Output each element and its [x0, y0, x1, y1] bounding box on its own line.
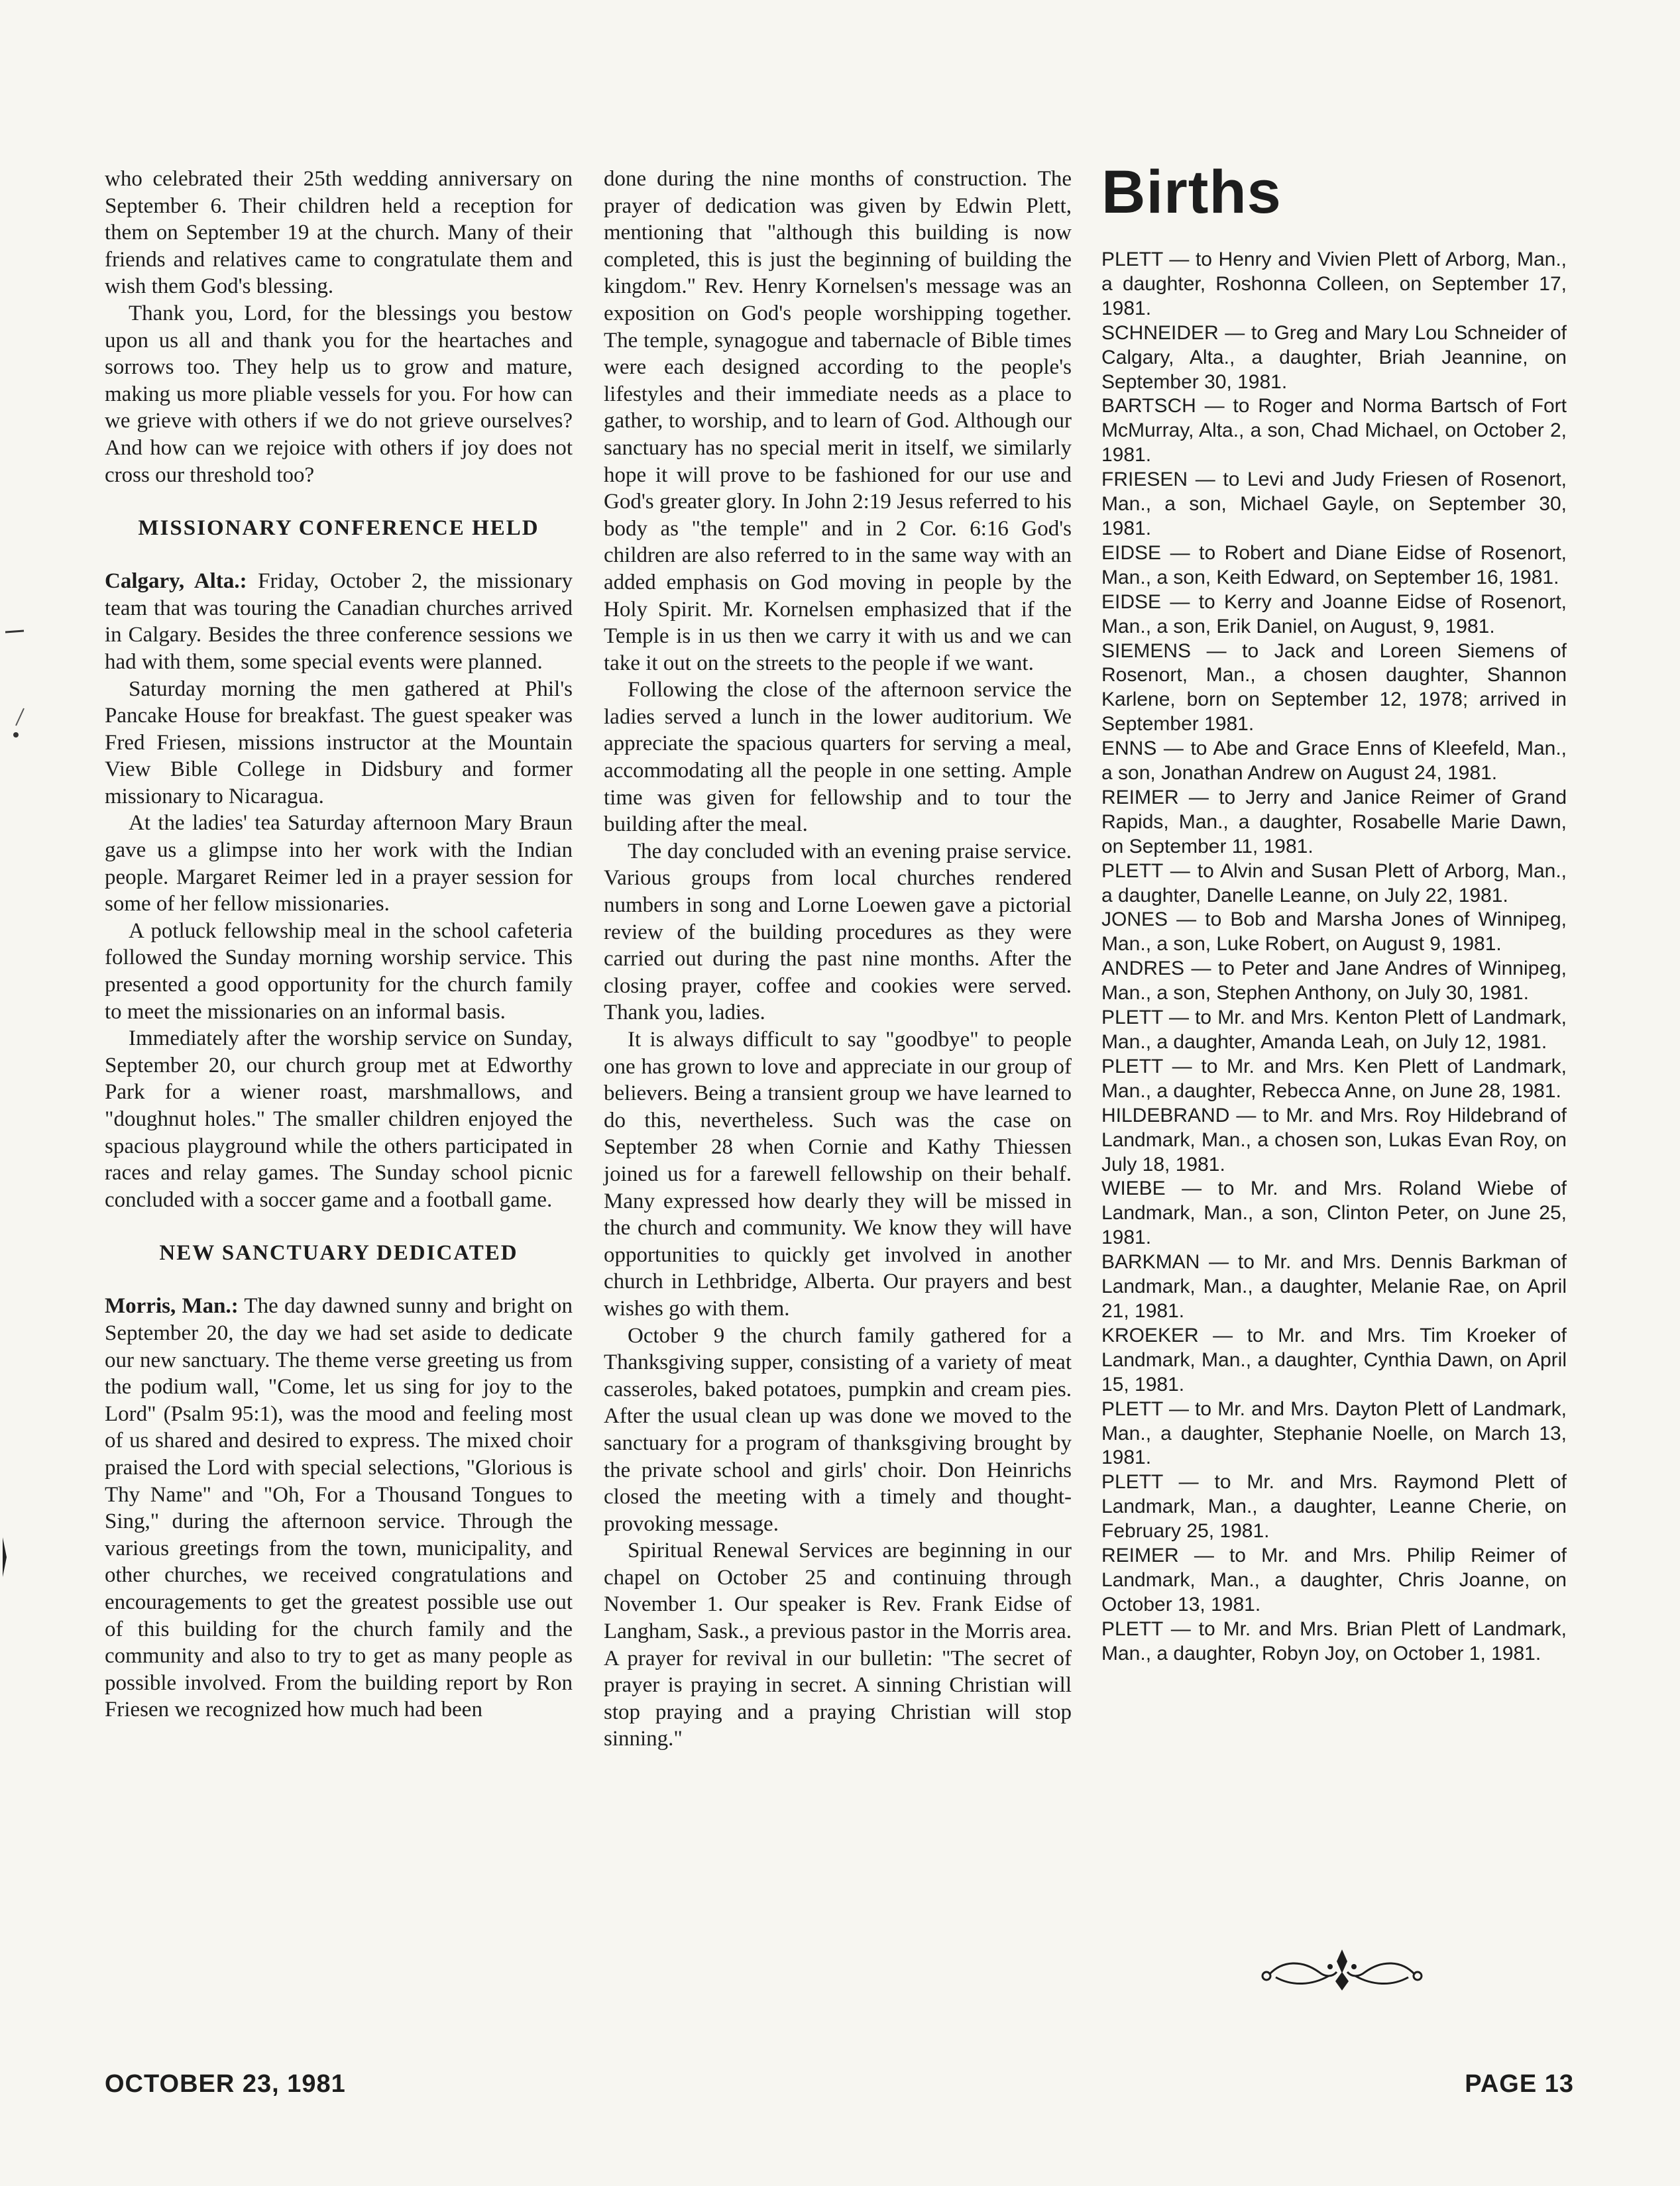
birth-entry: ANDRES — to Peter and Jane Andres of Winnipeg, Man., a son, Stephen Anthony, on July 30, 1981. [1101, 957, 1567, 1005]
paragraph: Spiritual Renewal Services are beginning in our chapel on October 25 and continuing through November 1. Our speaker is Rev. Frank Eidse of Langham, Sask., a previous pastor in the Morris area. A prayer for revival in our bulletin: "The secret of prayer is praying in secret. A sinning Christian will stop praying and a praying Christian will stop sinning." [604, 1539, 1072, 1751]
birth-entry: PLETT — to Mr. and Mrs. Ken Plett of Landmark, Man., a daughter, Rebecca Anne, on June 28, 1981. [1101, 1055, 1567, 1102]
margin-mark [5, 628, 25, 636]
birth-entry: PLETT — to Alvin and Susan Plett of Arborg, Man., a daughter, Danelle Leanne, on July 22, 1981. [1101, 859, 1567, 906]
paragraph: Following the close of the afternoon service the ladies served a lunch in the lower auditorium. We appreciate the spacious quarters for serving a meal, accommodating all the people in one setting. Ample time was given for fellowship and to tour the building after the meal. [604, 678, 1072, 837]
paragraph: October 9 the church family gathered for a Thanksgiving supper, consisting of a variety of meat casseroles, baked potatoes, pumpkin and cream pies. After the usual clean up was done we moved to the sanctuary for a program of thanksgiving brought by the private school and girls' choir. Don Heinrichs closed the meeting with a timely and thought-provoking message. [604, 1323, 1072, 1536]
birth-entry: SIEMENS — to Jack and Loreen Siemens of Rosenort, Man., a chosen daughter, Shannon Karlene, born on September 12, 1978; arrived in September 1981. [1101, 639, 1567, 736]
dateline-calgary: Calgary, Alta.: [105, 569, 247, 594]
birth-entry: KROEKER — to Mr. and Mrs. Tim Kroeker of Landmark, Man., a daughter, Cynthia Dawn, on April 15, 1981. [1101, 1324, 1567, 1395]
birth-entry: ENNS — to Abe and Grace Enns of Kleefeld, Man., a son, Jonathan Andrew on August 24, 1981. [1101, 738, 1567, 785]
paragraph: Immediately after the worship service on Sunday, September 20, our church group met at Edworthy Park for a wiener roast, marshmallows, and "doughnut holes." The smaller children enjoyed the spacious playground while the others participated in races and relay games. The Sunday school picnic concluded with a soccer game and a football game. [105, 1026, 573, 1212]
section-heading-missionary-conference: MISSIONARY CONFERENCE HELD [138, 516, 539, 541]
column-two [604, 166, 1072, 1753]
birth-entry: FRIESEN — to Levi and Judy Friesen of Rosenort, Man., a son, Michael Gayle, on September 30, 1981. [1101, 468, 1567, 539]
birth-entry: BARTSCH — to Roger and Norma Bartsch of Fort McMurray, Alta., a son, Chad Michael, on October 2, 1981. [1101, 395, 1567, 466]
decorative-flourish-icon [1256, 1947, 1428, 1993]
births-title: Births [1101, 158, 1282, 226]
birth-entry: PLETT — to Mr. and Mrs. Kenton Plett of Landmark, Man., a daughter, Amanda Leah, on July 12, 1981. [1101, 1007, 1567, 1053]
paragraph: Saturday morning the men gathered at Phil's Pancake House for breakfast. The guest speaker was Fred Friesen, missions instructor at the Mountain View Bible College in Didsbury and former missionary to Nicaragua. [105, 677, 573, 808]
birth-entry: JONES — to Bob and Marsha Jones of Winnipeg, Man., a son, Luke Robert, on August 9, 1981. [1101, 908, 1567, 956]
paragraph: A potluck fellowship meal in the school cafeteria followed the Sunday morning worship service. This presented a good opportunity for the church family to meet the missionaries on an informal basis. [105, 918, 573, 1024]
section-heading-new-sanctuary: NEW SANCTUARY DEDICATED [159, 1241, 518, 1266]
dateline-morris: Morris, Man.: [105, 1294, 239, 1319]
birth-entry: REIMER — to Jerry and Janice Reimer of Grand Rapids, Man., a daughter, Rosabelle Marie Dawn, on September 11, 1981. [1101, 786, 1567, 857]
birth-entry: HILDEBRAND — to Mr. and Mrs. Roy Hildebrand of Landmark, Man., a chosen son, Lukas Evan Roy, on July 18, 1981. [1101, 1104, 1567, 1175]
paragraph-text: Friday, October 2, the missionary team that was touring the Canadian churches arrived in Calgary. Besides the three conference sessions we had with them, some special events were planned. [105, 569, 573, 674]
margin-mark [4, 706, 30, 745]
page-number: PAGE 13 [1465, 2070, 1574, 2098]
paragraph: Thank you, Lord, for the blessings you bestow upon us all and thank you for the heartaches and sorrows too. They help us to grow and mature, making us more pliable vessels for you. For how can we grieve with others if we do not grieve ourselves? And how can we rejoice with others if joy does not cross our threshold too? [105, 301, 573, 487]
paragraph: The day concluded with an evening praise service. Various groups from local churches rendered numbers in song and Lorne Loewen gave a pictorial review of the building procedures as they were carried out during the past nine months. After the closing prayer, coffee and cookies were served. Thank you, ladies. [604, 839, 1072, 1025]
issue-date: OCTOBER 23, 1981 [105, 2070, 346, 2098]
paragraph: who celebrated their 25th wedding anniversary on September 6. Their children held a reception for them on September 19 at the church. Many of their friends and relatives came to congratulate them and wish them God's blessing. [105, 167, 573, 299]
birth-entry: SCHNEIDER — to Greg and Mary Lou Schneider of Calgary, Alta., a daughter, Briah Jeannine, on September 30, 1981. [1101, 321, 1567, 393]
birth-entry: PLETT — to Mr. and Mrs. Raymond Plett of Landmark, Man., a daughter, Leanne Cherie, on February 25, 1981. [1101, 1471, 1567, 1543]
paragraph: At the ladies' tea Saturday afternoon Mary Braun gave us a glimpse into her work with the Indian people. Margaret Reimer led in a prayer session for some of her fellow missionaries. [105, 811, 573, 916]
birth-entry: EIDSE — to Robert and Diane Eidse of Rosenort, Man., a son, Keith Edward, on September 16, 1981. [1101, 541, 1567, 588]
margin-mark [0, 1537, 9, 1577]
birth-entry: PLETT — to Mr. and Mrs. Brian Plett of Landmark, Man., a daughter, Robyn Joy, on October 1, 1981. [1101, 1617, 1567, 1665]
paragraph [105, 1293, 573, 1723]
birth-entry: REIMER — to Mr. and Mrs. Philip Reimer of Landmark, Man., a daughter, Chris Joanne, on October 13, 1981. [1101, 1545, 1567, 1615]
births-column [1101, 159, 1567, 1667]
birth-entry: PLETT — to Henry and Vivien Plett of Arborg, Man., a daughter, Roshonna Colleen, on September 17, 1981. [1101, 248, 1567, 319]
birth-entry: BARKMAN — to Mr. and Mrs. Dennis Barkman of Landmark, Man., a daughter, Melanie Rae, on April 21, 1981. [1101, 1251, 1567, 1322]
paragraph: It is always difficult to say "goodbye" to people one has grown to love and appreciate in our group of believers. Being a transient group we have learned to do this, nevertheless. Such was the case on September 28 when Cornie and Kathy Thiessen joined us for a farewell fellowship on their behalf. Many expressed how dearly they will be missed in the church and community. We know they will have opportunities to quickly get involved in another church in Lethbridge, Alberta. Our prayers and best wishes go with them. [604, 1028, 1072, 1321]
birth-entry: EIDSE — to Kerry and Joanne Eidse of Rosenort, Man., a son, Erik Daniel, on August, 9, 1981. [1101, 590, 1567, 637]
birth-entry: WIEBE — to Mr. and Mrs. Roland Wiebe of Landmark, Man., a son, Clinton Peter, on June 25, 1981. [1101, 1177, 1567, 1249]
paragraph: done during the nine months of construction. The prayer of dedication was given by Edwin Plett, mentioning that "although this building is now completed, this is just the beginning of building the kingdom." Rev. Henry Kornelsen's message was an exposition on God's people worshipping together. The temple, synagogue and tabernacle of Bible times were each designed according to the people's lifestyles and their immediate needs as a place to gather, to worship, and to learn of God. Although our sanctuary has no special merit in itself, we similarly hope it will prove to be fashioned for our use and God's greater glory. In John 2:19 Jesus referred to his body as "the temple" and in 2 Cor. 6:16 God's children are also referred to in the same way with an added emphasis on God moving in people by the Holy Spirit. Mr. Kornelsen emphasized that if the Temple is in us then we carry it with us and we can take it out on the streets to the people if we want. [604, 167, 1072, 675]
births-list [1101, 248, 1567, 1667]
paragraph-text: The day dawned sunny and bright on September 20, the day we had set aside to dedicate our new sanctuary. The theme verse greeting us from the podium wall, "Come, let us sing for joy to the Lord" (Psalm 95:1), was the mood and feeling most of us shared and desired to express. The mixed choir praised the Lord with special selections, "Glorious is Thy Name" and "Oh, For a Thousand Tongues to Sing," during the afternoon service. Through the various greetings from the town, municipality, and other churches, we received congratulations and encouragements to get the greatest possible use out of this building for the church family and the community and also to try to get as many people as possible involved. From the building report by Ron Friesen we recognized how much had been [105, 1294, 573, 1722]
column-one [105, 166, 573, 1723]
birth-entry: PLETT — to Mr. and Mrs. Dayton Plett of Landmark, Man., a daughter, Stephanie Noelle, on March 13, 1981. [1101, 1397, 1567, 1469]
paragraph [105, 568, 573, 675]
